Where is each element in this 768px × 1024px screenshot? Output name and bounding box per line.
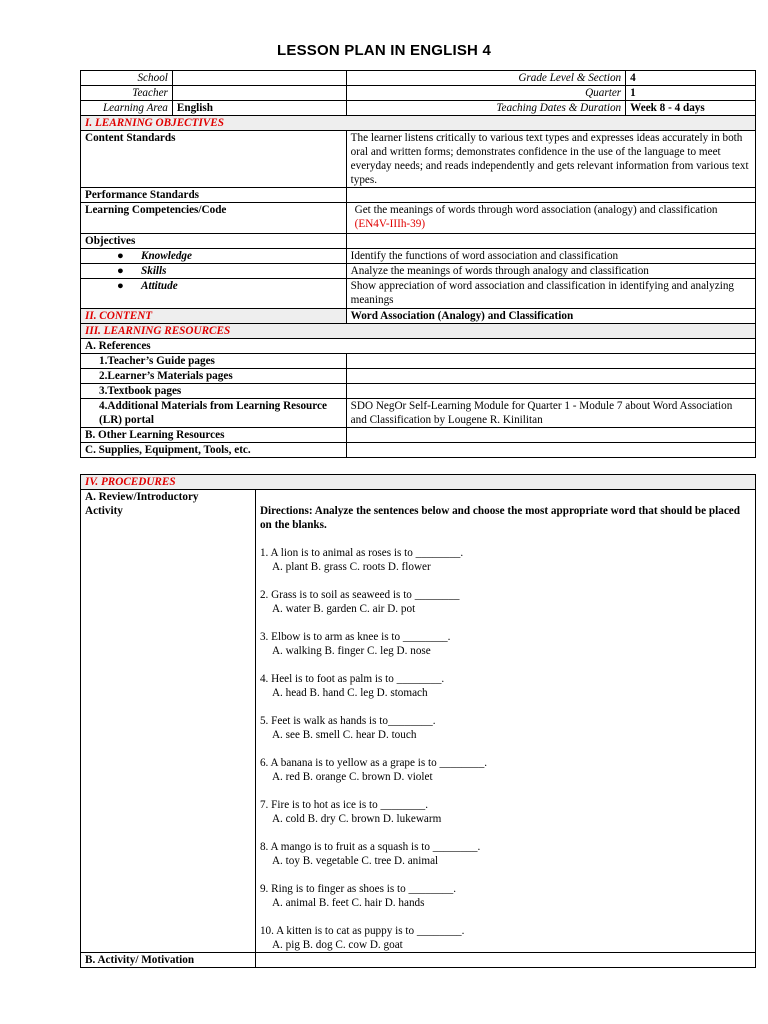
content-standards-text: The learner listens critically to various text types and expresses ideas accurately in both oral and written forms; demonstrates confidence in the use of the language to meet everyday needs; and reads independently and gets relevant information from various text types.: [346, 131, 755, 188]
teacher-value: [172, 86, 346, 101]
teachers-guide-row: [81, 354, 756, 369]
question-choices: A. red B. orange C. brown D. violet: [271, 771, 433, 783]
review-row: [81, 490, 756, 953]
supplies-label: C. Supplies, Equipment, Tools, etc.: [81, 443, 347, 458]
question-text: 7. Fire is to hot as ice is to ________.: [259, 799, 429, 811]
other-resources-label: B. Other Learning Resources: [81, 428, 347, 443]
section-objectives-row: [81, 116, 756, 131]
header-row-school: [81, 71, 756, 86]
directions-text: Directions: Analyze the sentences below and choose the most appropriate word that should be placed on the blanks.: [259, 505, 740, 531]
header-row-teacher: [81, 86, 756, 101]
question-text: 8. A mango is to fruit as a squash is to ________.: [259, 841, 481, 853]
competencies-text: Get the meanings of words through word association (analogy) and classification: [354, 204, 718, 216]
school-value: [172, 71, 346, 86]
textbook-row: [81, 384, 756, 399]
question-item: [260, 840, 747, 868]
question-item: [260, 714, 747, 742]
teachers-guide-label: 1.Teacher’s Guide pages: [81, 354, 347, 369]
question-text: 6. A banana is to yellow as a grape is to ________.: [259, 757, 488, 769]
activity-row: [81, 953, 756, 968]
question-choices: A. toy B. vegetable C. tree D. animal: [271, 855, 439, 867]
teacher-label: Teacher: [81, 86, 173, 101]
question-choices: A. water B. garden C. air D. pot: [271, 603, 416, 615]
area-label: Learning Area: [81, 101, 173, 116]
performance-standards-text: [346, 188, 755, 203]
lesson-plan-table: [80, 70, 756, 458]
references-label: A. References: [81, 339, 756, 354]
review-label: [81, 490, 256, 953]
objectives-label: Objectives: [81, 234, 347, 249]
knowledge-cell: [81, 249, 347, 264]
bullet-icon: ●: [117, 250, 124, 262]
content-standards-row: [81, 131, 756, 188]
section-resources-row: [81, 324, 756, 339]
question-choices: A. walking B. finger C. leg D. nose: [271, 645, 431, 657]
question-item: [260, 672, 747, 700]
question-item: [260, 756, 747, 784]
question-text: 4. Heel is to foot as palm is to ________.: [259, 673, 445, 685]
question-item: [260, 630, 747, 658]
performance-standards-label: Performance Standards: [81, 188, 347, 203]
competencies-label: Learning Competencies/Code: [81, 203, 347, 234]
dates-label: Teaching Dates & Duration: [346, 101, 626, 116]
question-item: [260, 588, 747, 616]
attitude-cell: [81, 279, 347, 309]
learners-materials-label: 2.Learner’s Materials pages: [81, 369, 347, 384]
question-item: [260, 924, 747, 952]
question-item: [260, 798, 747, 826]
section-resources-heading: III. LEARNING RESOURCES: [81, 324, 756, 339]
question-choices: A. pig B. dog C. cow D. goat: [271, 939, 403, 951]
additional-materials-text: SDO NegOr Self-Learning Module for Quarter 1 - Module 7 about Word Association and Classification by Lougene R. Kinilitan: [346, 399, 755, 428]
section-procedures-row: [81, 475, 756, 490]
attitude-text: Show appreciation of word association and classification in identifying and analyzing meanings: [346, 279, 755, 309]
knowledge-label: Knowledge: [141, 250, 192, 262]
question-choices: A. see B. smell C. hear D. touch: [271, 729, 417, 741]
quarter-value: 1: [626, 86, 756, 101]
question-text: 5. Feet is walk as hands is to________.: [259, 715, 436, 727]
skills-label: Skills: [141, 265, 167, 277]
performance-standards-row: [81, 188, 756, 203]
attitude-label: Attitude: [141, 280, 178, 292]
question-text: 1. A lion is to animal as roses is to ________.: [259, 547, 464, 559]
learners-materials-row: [81, 369, 756, 384]
question-item: [260, 546, 747, 574]
page-title: LESSON PLAN IN ENGLISH 4: [277, 42, 491, 59]
objectives-row: [81, 234, 756, 249]
dates-value: Week 8 - 4 days: [626, 101, 756, 116]
header-row-area: [81, 101, 756, 116]
quarter-label: Quarter: [346, 86, 626, 101]
grade-value: 4: [626, 71, 756, 86]
knowledge-text: Identify the functions of word association and classification: [346, 249, 755, 264]
content-standards-label: Content Standards: [81, 131, 347, 188]
school-label: School: [81, 71, 173, 86]
question-choices: A. cold B. dry C. brown D. lukewarm: [271, 813, 442, 825]
section-objectives-heading: I. LEARNING OBJECTIVES: [81, 116, 756, 131]
question-choices: A. head B. hand C. leg D. stomach: [271, 687, 428, 699]
area-value: English: [172, 101, 346, 116]
question-item: [260, 882, 747, 910]
skills-text: Analyze the meanings of words through analogy and classification: [346, 264, 755, 279]
skills-row: [81, 264, 756, 279]
grade-label: Grade Level & Section: [346, 71, 626, 86]
review-label-text: A. Review/Introductory Activity: [85, 491, 199, 517]
references-row: [81, 339, 756, 354]
question-text: 2. Grass is to soil as seaweed is to ________: [259, 589, 460, 601]
question-choices: A. animal B. feet C. hair D. hands: [271, 897, 425, 909]
additional-materials-label: 4.Additional Materials from Learning Resource (LR) portal: [81, 399, 347, 428]
question-choices: A. plant B. grass C. roots D. flower: [271, 561, 431, 573]
question-text: 3. Elbow is to arm as knee is to ________.: [259, 631, 451, 643]
review-content: [255, 490, 755, 953]
procedures-table: [80, 474, 756, 968]
section-content-heading: II. CONTENT: [81, 309, 347, 324]
attitude-row: [81, 279, 756, 309]
section-procedures-heading: IV. PROCEDURES: [81, 475, 756, 490]
other-resources-row: [81, 428, 756, 443]
activity-label: B. Activity/ Motivation: [81, 953, 256, 968]
question-text: 10. A kitten is to cat as puppy is to ________.: [259, 925, 465, 937]
supplies-row: [81, 443, 756, 458]
skills-cell: [81, 264, 347, 279]
section-content-row: [81, 309, 756, 324]
competencies-cell: [346, 203, 755, 234]
competencies-row: [81, 203, 756, 234]
additional-materials-row: [81, 399, 756, 428]
bullet-icon: ●: [117, 280, 124, 292]
bullet-icon: ●: [117, 265, 124, 277]
content-text: Word Association (Analogy) and Classification: [346, 309, 755, 324]
question-text: 9. Ring is to finger as shoes is to ________.: [259, 883, 457, 895]
question-list: [260, 546, 747, 952]
knowledge-row: [81, 249, 756, 264]
textbook-label: 3.Textbook pages: [81, 384, 347, 399]
competency-code: (EN4V-IIIh-39): [354, 218, 426, 230]
